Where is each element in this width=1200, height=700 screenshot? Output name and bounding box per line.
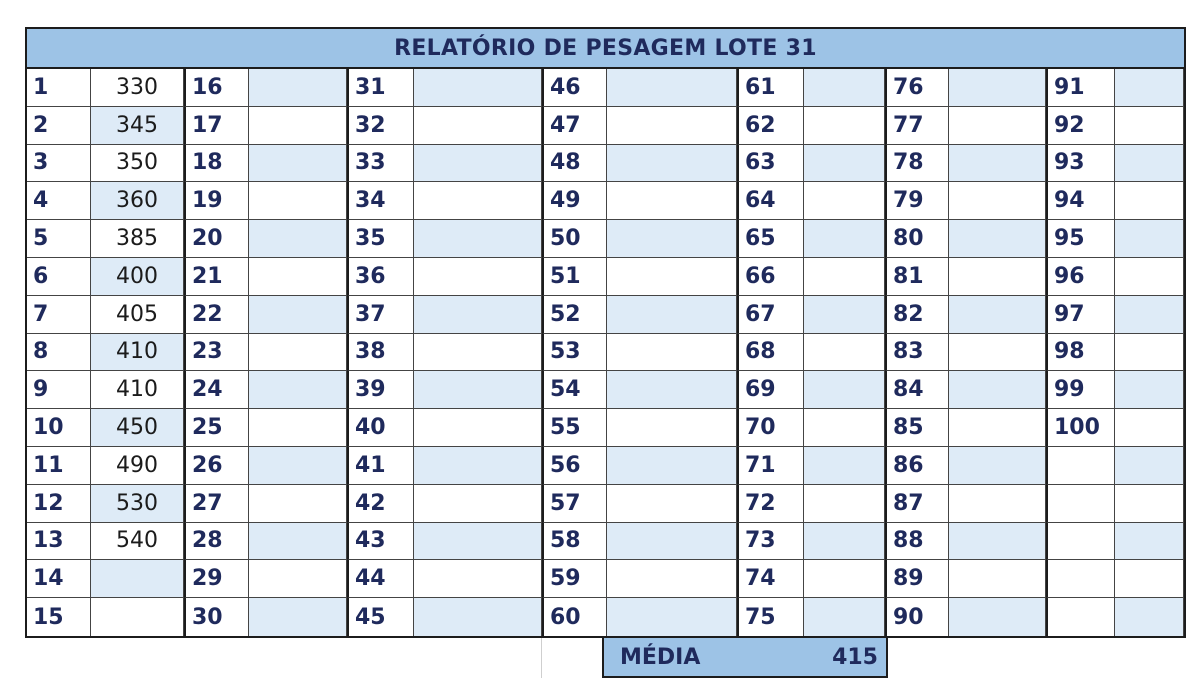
sample-number: 86 [885, 447, 949, 485]
weight-value [1115, 371, 1184, 409]
sample-number: 61 [737, 69, 804, 107]
sample-number: 45 [347, 598, 414, 636]
sample-number [1046, 447, 1115, 485]
weight-value [607, 69, 737, 107]
sample-number: 35 [347, 220, 414, 258]
sample-number [1046, 560, 1115, 598]
sample-number: 91 [1046, 69, 1115, 107]
sample-number: 44 [347, 560, 414, 598]
weight-grid [27, 69, 1184, 636]
weight-value: 385 [91, 220, 184, 258]
weight-value [804, 220, 885, 258]
weight-value [414, 447, 542, 485]
weight-value [249, 258, 347, 296]
weight-value [1115, 560, 1184, 598]
weight-value [1115, 145, 1184, 183]
weight-value [804, 598, 885, 636]
weight-value [804, 334, 885, 372]
weight-value [1115, 69, 1184, 107]
sample-number: 16 [184, 69, 249, 107]
sample-number: 80 [885, 220, 949, 258]
sample-number: 27 [184, 485, 249, 523]
weighing-report-table [25, 27, 1186, 638]
weight-value [804, 107, 885, 145]
sample-number: 71 [737, 447, 804, 485]
weight-value [949, 107, 1046, 145]
weight-value [607, 560, 737, 598]
weight-value [1115, 523, 1184, 561]
weight-value [949, 560, 1046, 598]
sample-number: 30 [184, 598, 249, 636]
sample-number: 22 [184, 296, 249, 334]
weight-value [249, 145, 347, 183]
weight-value [249, 447, 347, 485]
sample-number: 7 [27, 296, 91, 334]
weight-value [607, 107, 737, 145]
weight-value [249, 334, 347, 372]
sample-number: 37 [347, 296, 414, 334]
weight-value [249, 296, 347, 334]
sample-number: 26 [184, 447, 249, 485]
sample-number: 13 [27, 523, 91, 561]
sample-number: 32 [347, 107, 414, 145]
weight-value [804, 523, 885, 561]
weight-value [949, 334, 1046, 372]
weight-value [249, 598, 347, 636]
weight-value: 360 [91, 182, 184, 220]
weight-value: 345 [91, 107, 184, 145]
weight-value: 405 [91, 296, 184, 334]
sample-number: 90 [885, 598, 949, 636]
weight-value [607, 371, 737, 409]
weight-value [607, 145, 737, 183]
weight-value [1115, 447, 1184, 485]
weight-value [949, 409, 1046, 447]
sample-number: 75 [737, 598, 804, 636]
weight-value [607, 258, 737, 296]
weight-value: 330 [91, 69, 184, 107]
weight-value [1115, 409, 1184, 447]
sample-number: 12 [27, 485, 91, 523]
sample-number: 40 [347, 409, 414, 447]
weight-value [414, 334, 542, 372]
weight-value [414, 182, 542, 220]
weight-value [607, 598, 737, 636]
weight-value [249, 485, 347, 523]
weight-value [804, 258, 885, 296]
sample-number: 48 [542, 145, 607, 183]
weight-value [804, 485, 885, 523]
sample-number: 62 [737, 107, 804, 145]
weight-value [249, 409, 347, 447]
sample-number: 72 [737, 485, 804, 523]
weight-value: 490 [91, 447, 184, 485]
sample-number: 56 [542, 447, 607, 485]
weight-value [91, 560, 184, 598]
sample-number: 81 [885, 258, 949, 296]
sample-number: 23 [184, 334, 249, 372]
sample-number: 78 [885, 145, 949, 183]
sample-number: 98 [1046, 334, 1115, 372]
weight-value [249, 523, 347, 561]
weight-value [949, 485, 1046, 523]
sample-number: 15 [27, 598, 91, 636]
weight-value [249, 220, 347, 258]
sample-number: 52 [542, 296, 607, 334]
sample-number: 31 [347, 69, 414, 107]
sample-number: 18 [184, 145, 249, 183]
sample-number: 6 [27, 258, 91, 296]
weight-value [804, 447, 885, 485]
weight-value [949, 447, 1046, 485]
sample-number: 4 [27, 182, 91, 220]
sample-number: 70 [737, 409, 804, 447]
sample-number: 99 [1046, 371, 1115, 409]
sample-number: 11 [27, 447, 91, 485]
weight-value [414, 485, 542, 523]
sample-number: 94 [1046, 182, 1115, 220]
weight-value [91, 598, 184, 636]
weight-value [804, 409, 885, 447]
weight-value [804, 182, 885, 220]
sample-number: 10 [27, 409, 91, 447]
weight-value [1115, 220, 1184, 258]
sample-number: 3 [27, 145, 91, 183]
sample-number: 54 [542, 371, 607, 409]
sample-number: 5 [27, 220, 91, 258]
sample-number: 63 [737, 145, 804, 183]
sample-number: 39 [347, 371, 414, 409]
sample-number: 9 [27, 371, 91, 409]
weight-value [1115, 598, 1184, 636]
sample-number: 60 [542, 598, 607, 636]
weight-value [607, 220, 737, 258]
weight-value [414, 409, 542, 447]
sample-number: 43 [347, 523, 414, 561]
sample-number: 28 [184, 523, 249, 561]
sample-number: 49 [542, 182, 607, 220]
sample-number: 76 [885, 69, 949, 107]
sample-number: 8 [27, 334, 91, 372]
sample-number: 65 [737, 220, 804, 258]
sample-number: 85 [885, 409, 949, 447]
sample-number: 41 [347, 447, 414, 485]
average-value: 415 [832, 644, 878, 670]
weight-value [249, 560, 347, 598]
sample-number: 21 [184, 258, 249, 296]
sample-number [1046, 485, 1115, 523]
weight-value [607, 447, 737, 485]
sample-number: 36 [347, 258, 414, 296]
sample-number: 17 [184, 107, 249, 145]
sample-number [1046, 598, 1115, 636]
weight-value: 540 [91, 523, 184, 561]
sample-number: 2 [27, 107, 91, 145]
sample-number: 92 [1046, 107, 1115, 145]
sample-number: 46 [542, 69, 607, 107]
sample-number: 14 [27, 560, 91, 598]
weight-value [949, 145, 1046, 183]
weight-value [804, 560, 885, 598]
weight-value [804, 371, 885, 409]
sample-number: 79 [885, 182, 949, 220]
sample-number: 47 [542, 107, 607, 145]
weight-value [804, 69, 885, 107]
weight-value [949, 182, 1046, 220]
sample-number: 93 [1046, 145, 1115, 183]
weight-value [949, 296, 1046, 334]
weight-value [607, 334, 737, 372]
weight-value [607, 182, 737, 220]
sample-number: 74 [737, 560, 804, 598]
weight-value: 410 [91, 371, 184, 409]
sample-number: 96 [1046, 258, 1115, 296]
sample-number: 67 [737, 296, 804, 334]
weight-value [607, 485, 737, 523]
sample-number: 100 [1046, 409, 1115, 447]
weight-value [804, 296, 885, 334]
sample-number: 83 [885, 334, 949, 372]
weight-value [414, 296, 542, 334]
weight-value [949, 69, 1046, 107]
sample-number [1046, 523, 1115, 561]
weight-value: 450 [91, 409, 184, 447]
weight-value [1115, 334, 1184, 372]
weight-value [1115, 182, 1184, 220]
sample-number: 34 [347, 182, 414, 220]
weight-value [249, 371, 347, 409]
sample-number: 20 [184, 220, 249, 258]
sample-number: 50 [542, 220, 607, 258]
sample-number: 97 [1046, 296, 1115, 334]
sample-number: 53 [542, 334, 607, 372]
sample-number: 1 [27, 69, 91, 107]
sample-number: 58 [542, 523, 607, 561]
weight-value [249, 107, 347, 145]
weight-value [607, 296, 737, 334]
sample-number: 82 [885, 296, 949, 334]
sample-number: 57 [542, 485, 607, 523]
weight-value [949, 371, 1046, 409]
weight-value [949, 220, 1046, 258]
weight-value: 400 [91, 258, 184, 296]
weight-value [607, 409, 737, 447]
weight-value: 350 [91, 145, 184, 183]
sample-number: 73 [737, 523, 804, 561]
sample-number: 59 [542, 560, 607, 598]
sample-number: 25 [184, 409, 249, 447]
weight-value [607, 523, 737, 561]
weight-value [414, 220, 542, 258]
weight-value: 530 [91, 485, 184, 523]
sample-number: 33 [347, 145, 414, 183]
weight-value [1115, 107, 1184, 145]
sample-number: 95 [1046, 220, 1115, 258]
weight-value [414, 107, 542, 145]
sample-number: 38 [347, 334, 414, 372]
weight-value [414, 523, 542, 561]
average-label: MÉDIA [620, 644, 701, 670]
weight-value: 410 [91, 334, 184, 372]
sample-number: 66 [737, 258, 804, 296]
weight-value [249, 69, 347, 107]
weight-value [1115, 296, 1184, 334]
sample-number: 89 [885, 560, 949, 598]
sample-number: 87 [885, 485, 949, 523]
sample-number: 88 [885, 523, 949, 561]
sample-number: 64 [737, 182, 804, 220]
average-box [602, 638, 888, 678]
weight-value [1115, 485, 1184, 523]
weight-value [1115, 258, 1184, 296]
weight-value [949, 523, 1046, 561]
sample-number: 29 [184, 560, 249, 598]
weight-value [414, 560, 542, 598]
weight-value [414, 69, 542, 107]
sample-number: 84 [885, 371, 949, 409]
sample-number: 51 [542, 258, 607, 296]
sample-number: 42 [347, 485, 414, 523]
cell-gridline [541, 638, 542, 678]
weight-value [949, 258, 1046, 296]
sample-number: 24 [184, 371, 249, 409]
report-title: RELATÓRIO DE PESAGEM LOTE 31 [27, 29, 1184, 69]
sample-number: 55 [542, 409, 607, 447]
sample-number: 77 [885, 107, 949, 145]
sample-number: 19 [184, 182, 249, 220]
weight-value [414, 598, 542, 636]
weight-value [414, 145, 542, 183]
weight-value [414, 371, 542, 409]
weight-value [414, 258, 542, 296]
weight-value [804, 145, 885, 183]
sample-number: 68 [737, 334, 804, 372]
weight-value [249, 182, 347, 220]
weight-value [949, 598, 1046, 636]
sample-number: 69 [737, 371, 804, 409]
